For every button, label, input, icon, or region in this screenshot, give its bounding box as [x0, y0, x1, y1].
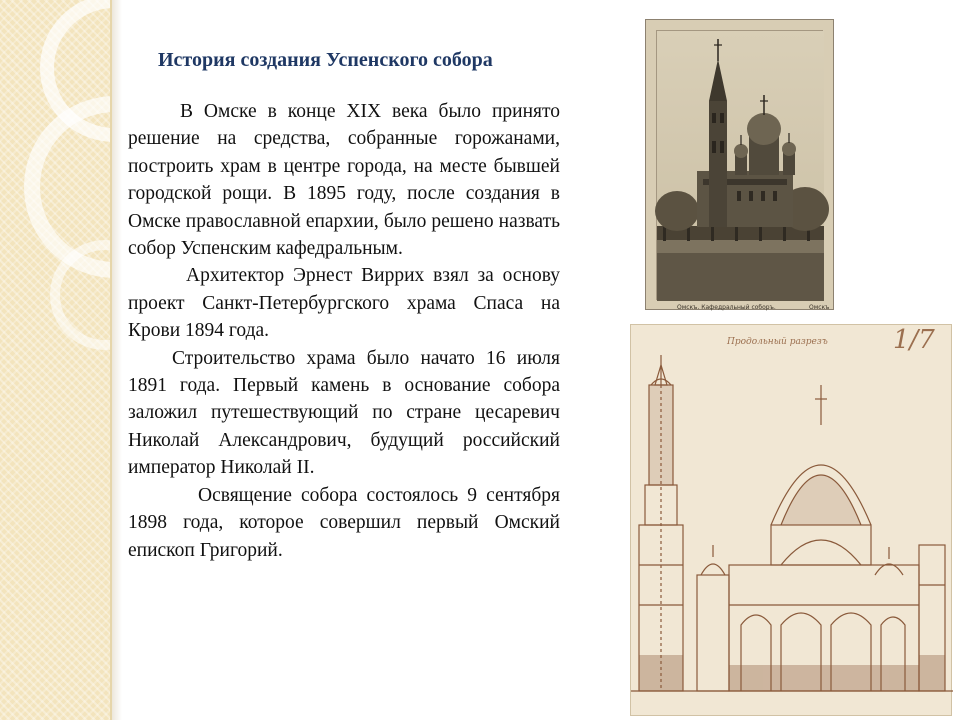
photo-caption-right: Омскъ [809, 304, 830, 311]
drawing-label: Продольный разрезъ [727, 337, 828, 347]
slide-title: История создания Успенского собора [158, 49, 493, 71]
cathedral-photo-image [656, 30, 830, 311]
paragraph-construction: Строительство храма было начато 16 июля 1891 года. Первый камень в основание собора заложил путешествующий по стране цесаревич Николай Александрович, будущий российский император Николай II. [128, 347, 560, 479]
drawing-sheet-number: 1/7 [893, 325, 935, 355]
decorative-side-band [0, 0, 110, 720]
cathedral-photo-illustration [657, 31, 824, 301]
architectural-section-drawing [630, 324, 952, 716]
paragraph-architect: Архитектор Эрнест Виррих взял за основу проект Санкт-Петербургского храма Спаса на Крови 1894 года. [128, 265, 560, 342]
paragraph-history: В Омске в конце XIX века было принято решение на средства, собранные горожанами, построить храм в центре города, на месте бывшей городской рощи. В 1895 году, после создания в Омске православной епархии, было решено назвать собор Успенским кафедральным. [128, 101, 560, 260]
slide-body-text [128, 98, 560, 564]
paragraph-consecration: Освящение собора состоялось 9 сентября 1898 года, которое совершил первый Омский епископ Григорий. [128, 484, 560, 561]
section-drawing-illustration [631, 325, 953, 717]
cathedral-photo [645, 19, 834, 310]
photo-caption-left: Омскъ. Кафедральный соборъ. [677, 304, 776, 311]
band-shadow [112, 0, 122, 720]
